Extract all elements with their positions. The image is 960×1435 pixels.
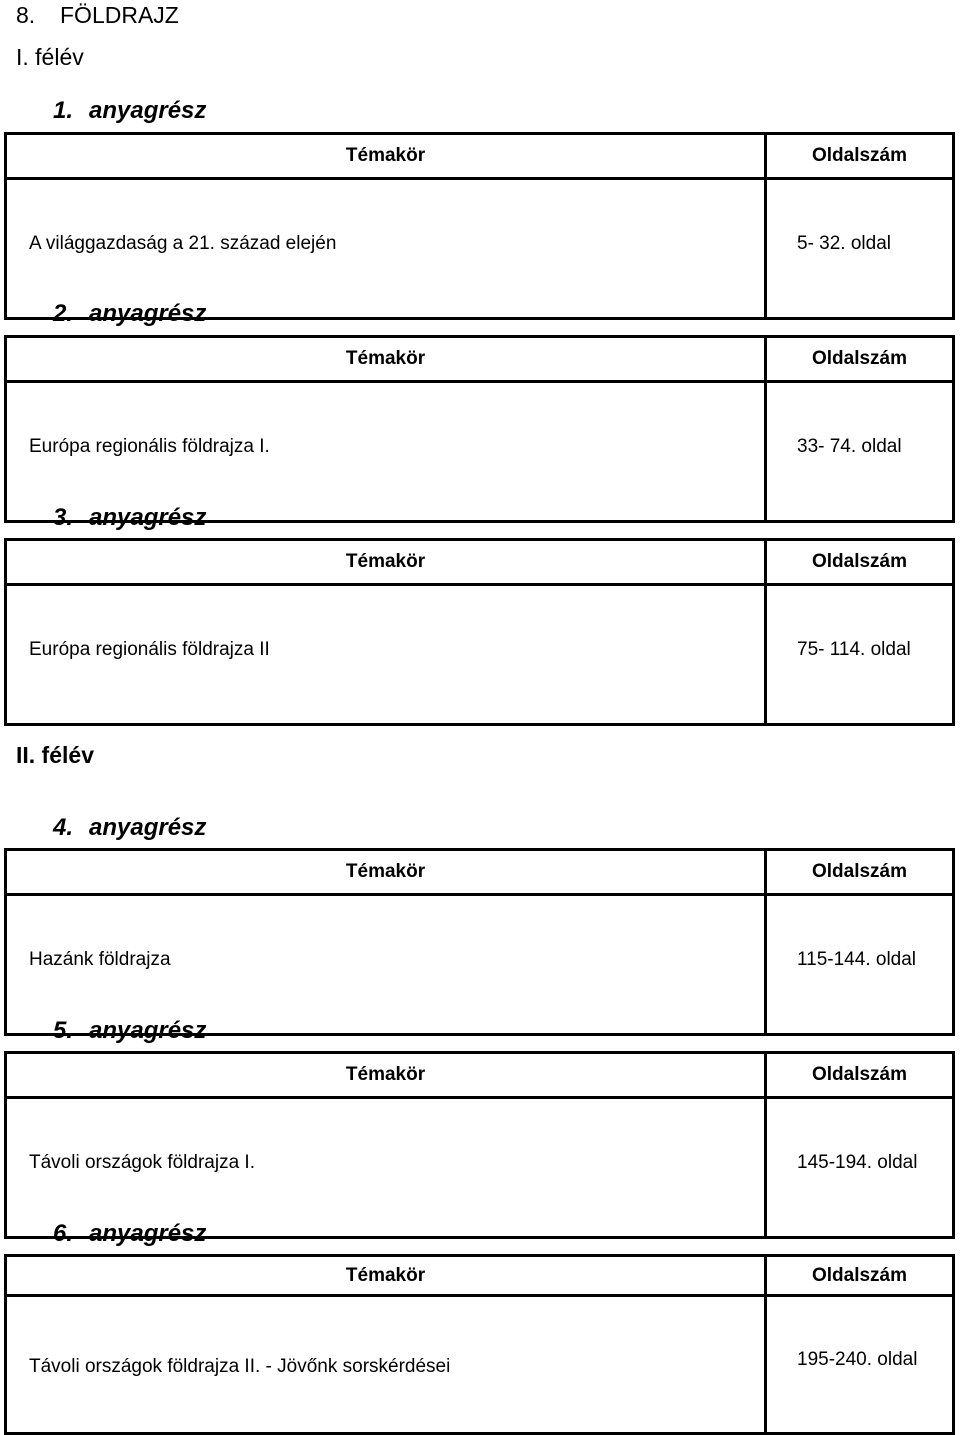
part-number: 2. [53, 300, 74, 327]
topic-header: Témakör [6, 850, 766, 895]
part-4-table [4, 848, 955, 1036]
topic-header: Témakör [6, 134, 766, 179]
part-label: anyagrész [89, 504, 207, 531]
part-5-heading [53, 1017, 206, 1045]
topic-header: Témakör [6, 1256, 766, 1296]
part-3-table [4, 538, 955, 726]
semester-2-heading: II. félév [16, 742, 94, 768]
topic-cell: Európa regionális földrajza II [6, 585, 766, 725]
pages-header: Oldalszám [766, 850, 954, 895]
pages-cell: 145-194. oldal [766, 1098, 954, 1238]
part-label: anyagrész [89, 1017, 207, 1044]
pages-cell: 75- 114. oldal [766, 585, 954, 725]
topic-cell: Hazánk földrajza [6, 895, 766, 1035]
part-6-heading [53, 1220, 206, 1248]
part-number: 5. [53, 1017, 74, 1044]
part-label: anyagrész [89, 300, 207, 327]
part-number: 1. [53, 97, 74, 124]
subject-title: FÖLDRAJZ [60, 2, 179, 28]
pages-cell: 115-144. oldal [766, 895, 954, 1035]
pages-header: Oldalszám [766, 540, 954, 585]
topic-cell: Európa regionális földrajza I. [6, 382, 766, 522]
part-1-table [4, 132, 955, 320]
topic-cell: Távoli országok földrajza II. - Jövőnk sorskérdései [6, 1296, 766, 1434]
pages-header: Oldalszám [766, 1053, 954, 1098]
part-label: anyagrész [89, 1220, 207, 1247]
part-4-heading [53, 814, 206, 842]
pages-cell: 33- 74. oldal [766, 382, 954, 522]
semester-1-heading: I. félév [16, 44, 84, 70]
part-2-heading [53, 300, 206, 328]
topic-header: Témakör [6, 337, 766, 382]
pages-cell: 195-240. oldal [766, 1296, 954, 1434]
part-label: anyagrész [89, 97, 207, 124]
subject-heading [16, 2, 179, 29]
part-number: 6. [53, 1220, 74, 1247]
part-5-table [4, 1051, 955, 1239]
part-number: 4. [53, 814, 74, 841]
pages-header: Oldalszám [766, 1256, 954, 1296]
part-1-heading [53, 97, 206, 125]
pages-cell: 5- 32. oldal [766, 179, 954, 319]
part-number: 3. [53, 504, 74, 531]
part-2-table [4, 335, 955, 523]
topic-cell: A világgazdaság a 21. század elején [6, 179, 766, 319]
part-3-heading [53, 504, 206, 532]
topic-header: Témakör [6, 540, 766, 585]
topic-header: Témakör [6, 1053, 766, 1098]
pages-header: Oldalszám [766, 337, 954, 382]
pages-header: Oldalszám [766, 134, 954, 179]
subject-number: 8. [16, 2, 36, 28]
topic-cell: Távoli országok földrajza I. [6, 1098, 766, 1238]
part-6-table [4, 1254, 955, 1435]
part-label: anyagrész [89, 814, 207, 841]
